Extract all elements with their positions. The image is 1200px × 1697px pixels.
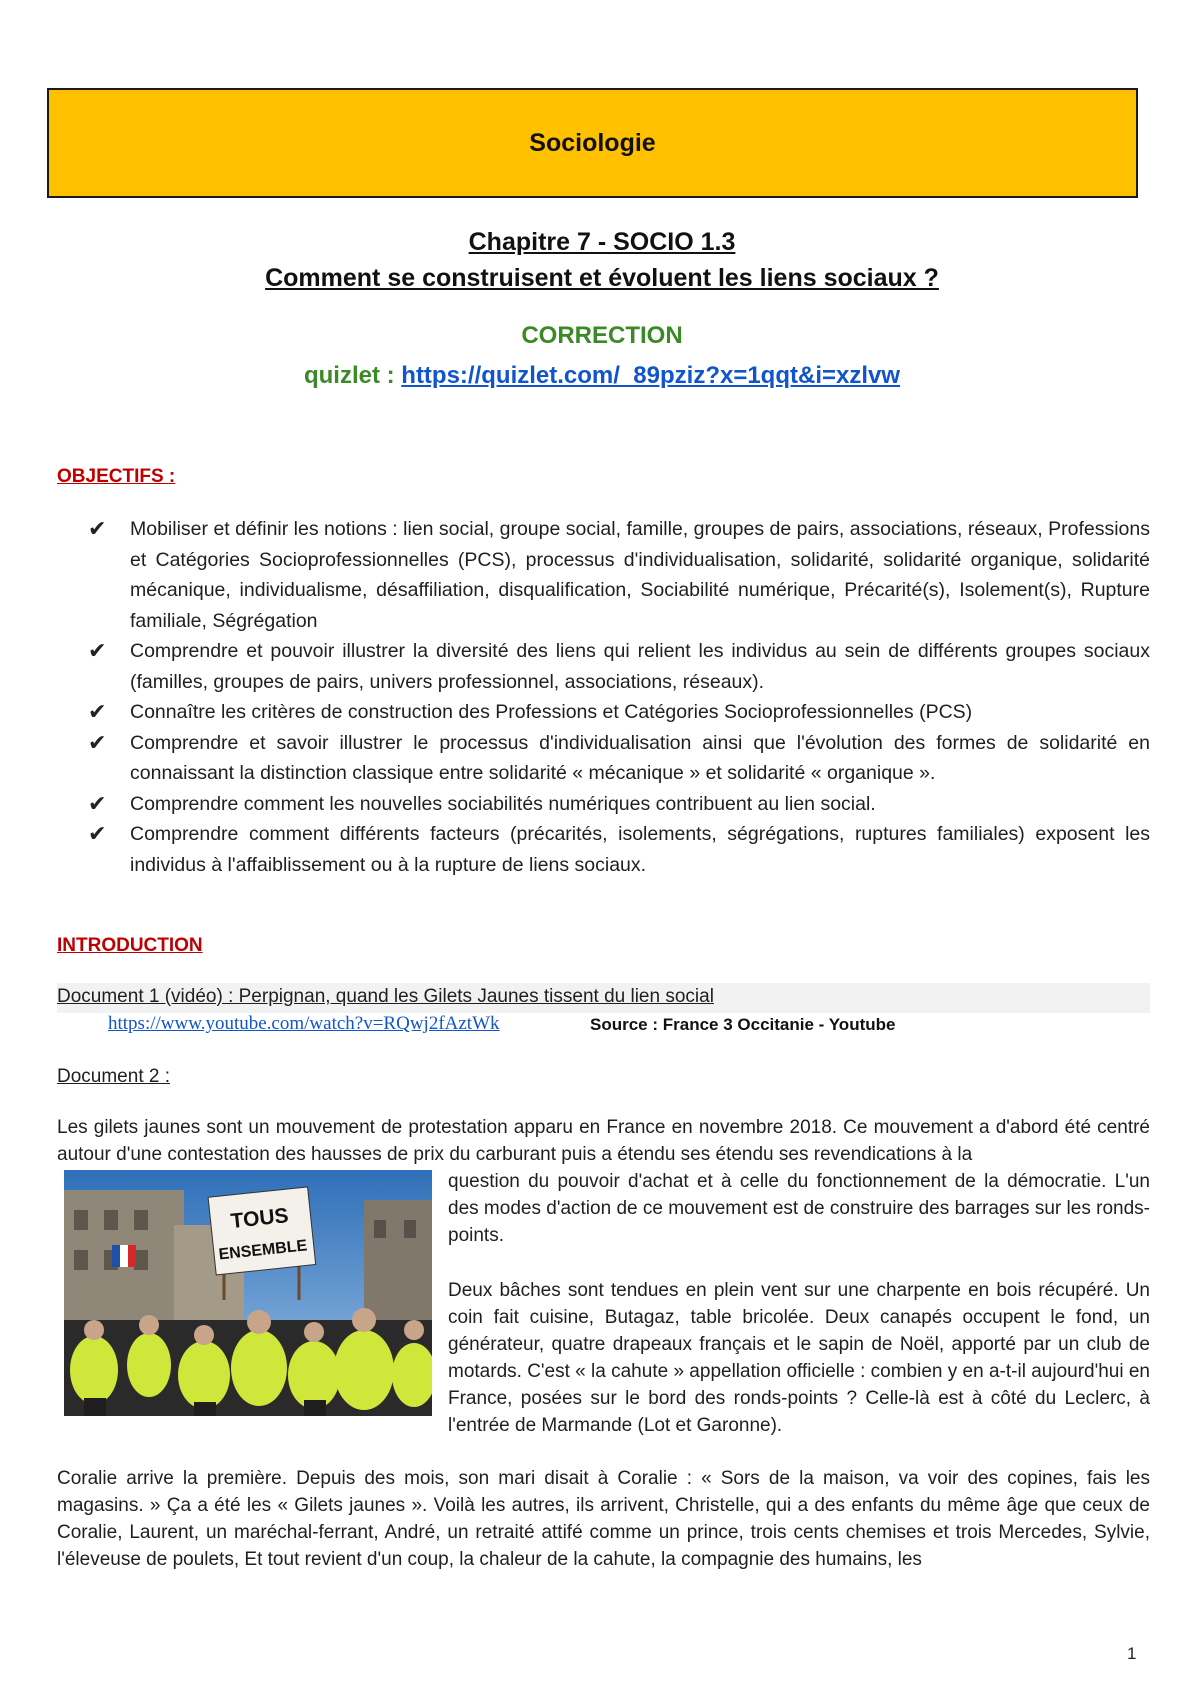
objective-item: ✔ Comprendre comment différents facteurs (précarités, isolements, ségrégations, ruptures familiales) exposent les individus à l'affaiblissement ou à la rupture de liens sociaux.	[88, 821, 1150, 876]
checkmark-icon: ✔	[88, 790, 107, 816]
document-2-label: Document 2 :	[57, 1066, 170, 1087]
quizlet-label: quizlet :	[303, 362, 402, 389]
checkmark-icon: ✔	[88, 729, 107, 755]
youtube-link[interactable]: https://www.youtube.com/watch?v=RQwj2fAztWk	[108, 1013, 500, 1034]
source-text: France 3 Occitanie - Youtube	[662, 1015, 896, 1034]
quizlet-link[interactable]: https://quizlet.com/_89pziz?x=1qqt&i=xzlvw	[401, 362, 901, 389]
introduction-heading: INTRODUCTION	[57, 935, 203, 956]
gilets-jaunes-photo	[64, 1170, 432, 1416]
correction-label: CORRECTION	[521, 322, 683, 349]
page-number: 1	[1127, 1644, 1137, 1663]
checkmark-icon: ✔	[88, 821, 107, 846]
chapter-title	[47, 224, 1157, 296]
quizlet-line	[47, 362, 1157, 390]
source-label: Source :	[590, 1015, 663, 1034]
chapter-question: Comment se construisent et évoluent les liens sociaux ?	[265, 264, 939, 292]
document-2-paragraph-2: Deux bâches sont tendues en plein vent sur une charpente en bois récupéré. Un coin fait cuisine, Butagaz, table bricolée. Deux canapés occupent le fond, un générateur, quatre drapeaux français et le sapin de Noël, apporté par un club de motards. C'est « la cahute » appellation officielle : combien y en a-t-il aujourd'hui en France, posées sur le bord des ronds-points ? Celle-là est à côté du Leclerc, à l'entrée de Marmande (Lot et Garonne).	[448, 1280, 1150, 1436]
document-2-paragraph-3: Coralie arrive la première. Depuis des mois, son mari disait à Coralie : « Sors de la maison, va voir des copines, fais les magasins. » Ça a été les « Gilets jaunes ». Voilà les autres, ils arrivent, Christelle, qui a des enfants du même âge que ceux de Coralie, Laurent, un maréchal-ferrant, André, un retraité attifé comme un prince, trois cents chemises et trois Mercedes, Sylvie, l'éleveuse de poulets, Et tout revient d'un coup, la chaleur de la cahute, la compagnie des humains, les	[57, 1468, 1150, 1570]
objective-item: ✔ Comprendre et savoir illustrer le processus d'individualisation ainsi que l'évolution des formes de solidarité en connaissant la distinction classique entre solidarité « mécanique » et solidarité « organique ».	[88, 729, 1150, 784]
document-2-paragraph-1b: question du pouvoir d'achat et à celle du fonctionnement de la démocratie. L'un des modes d'action de ce mouvement est de construire des barrages sur les ronds-points.	[448, 1171, 1150, 1246]
document-2-paragraph-1a: Les gilets jaunes sont un mouvement de protestation apparu en France en novembre 2018. Ce mouvement a d'abord été centré autour d'une contestation des hausses de prix du carburant puis a étendu ses étendu ses revendications à la	[57, 1117, 1150, 1165]
objectives-list	[88, 514, 1150, 880]
objectives-heading: OBJECTIFS :	[57, 466, 176, 487]
document-1-source	[590, 1015, 895, 1035]
chapter-number: Chapitre 7 - SOCIO 1.3	[468, 228, 736, 256]
objective-item: ✔ Comprendre comment les nouvelles sociabilités numériques contribuent au lien social.	[88, 789, 1150, 820]
checkmark-icon: ✔	[88, 699, 107, 724]
photo-sign-text-2: ENSEMBLE	[217, 1237, 309, 1264]
photo-sign-text-1: TOUS	[229, 1204, 290, 1234]
objective-item: ✔ Connaître les critères de construction des Professions et Catégories Socioprofessionnelles (PCS)	[88, 697, 1150, 728]
title-banner	[47, 88, 1138, 198]
checkmark-icon: ✔	[88, 638, 107, 663]
checkmark-icon: ✔	[88, 516, 107, 541]
document-1-title: Document 1 (vidéo) : Perpignan, quand les Gilets Jaunes tissent du lien social	[57, 983, 1150, 1013]
objective-item: ✔ Comprendre et pouvoir illustrer la diversité des liens qui relient les individus au sein de différents groupes sociaux (familles, groupes de pairs, univers professionnel, associations, réseaux).	[88, 638, 1150, 693]
objective-item: ✔ Mobiliser et définir les notions : lien social, groupe social, famille, groupes de pairs, associations, réseaux, Professions et Catégories Socioprofessionnelles (PCS), processus d'individualisation, solidarité, solidarité organique, solidarité mécanique, individualisme, désaffiliation, disqualification, Sociabilité numérique, Précarité(s), Isolement(s), Rupture familiale, Ségrégation	[88, 516, 1150, 632]
banner-title: Sociologie	[529, 128, 656, 157]
